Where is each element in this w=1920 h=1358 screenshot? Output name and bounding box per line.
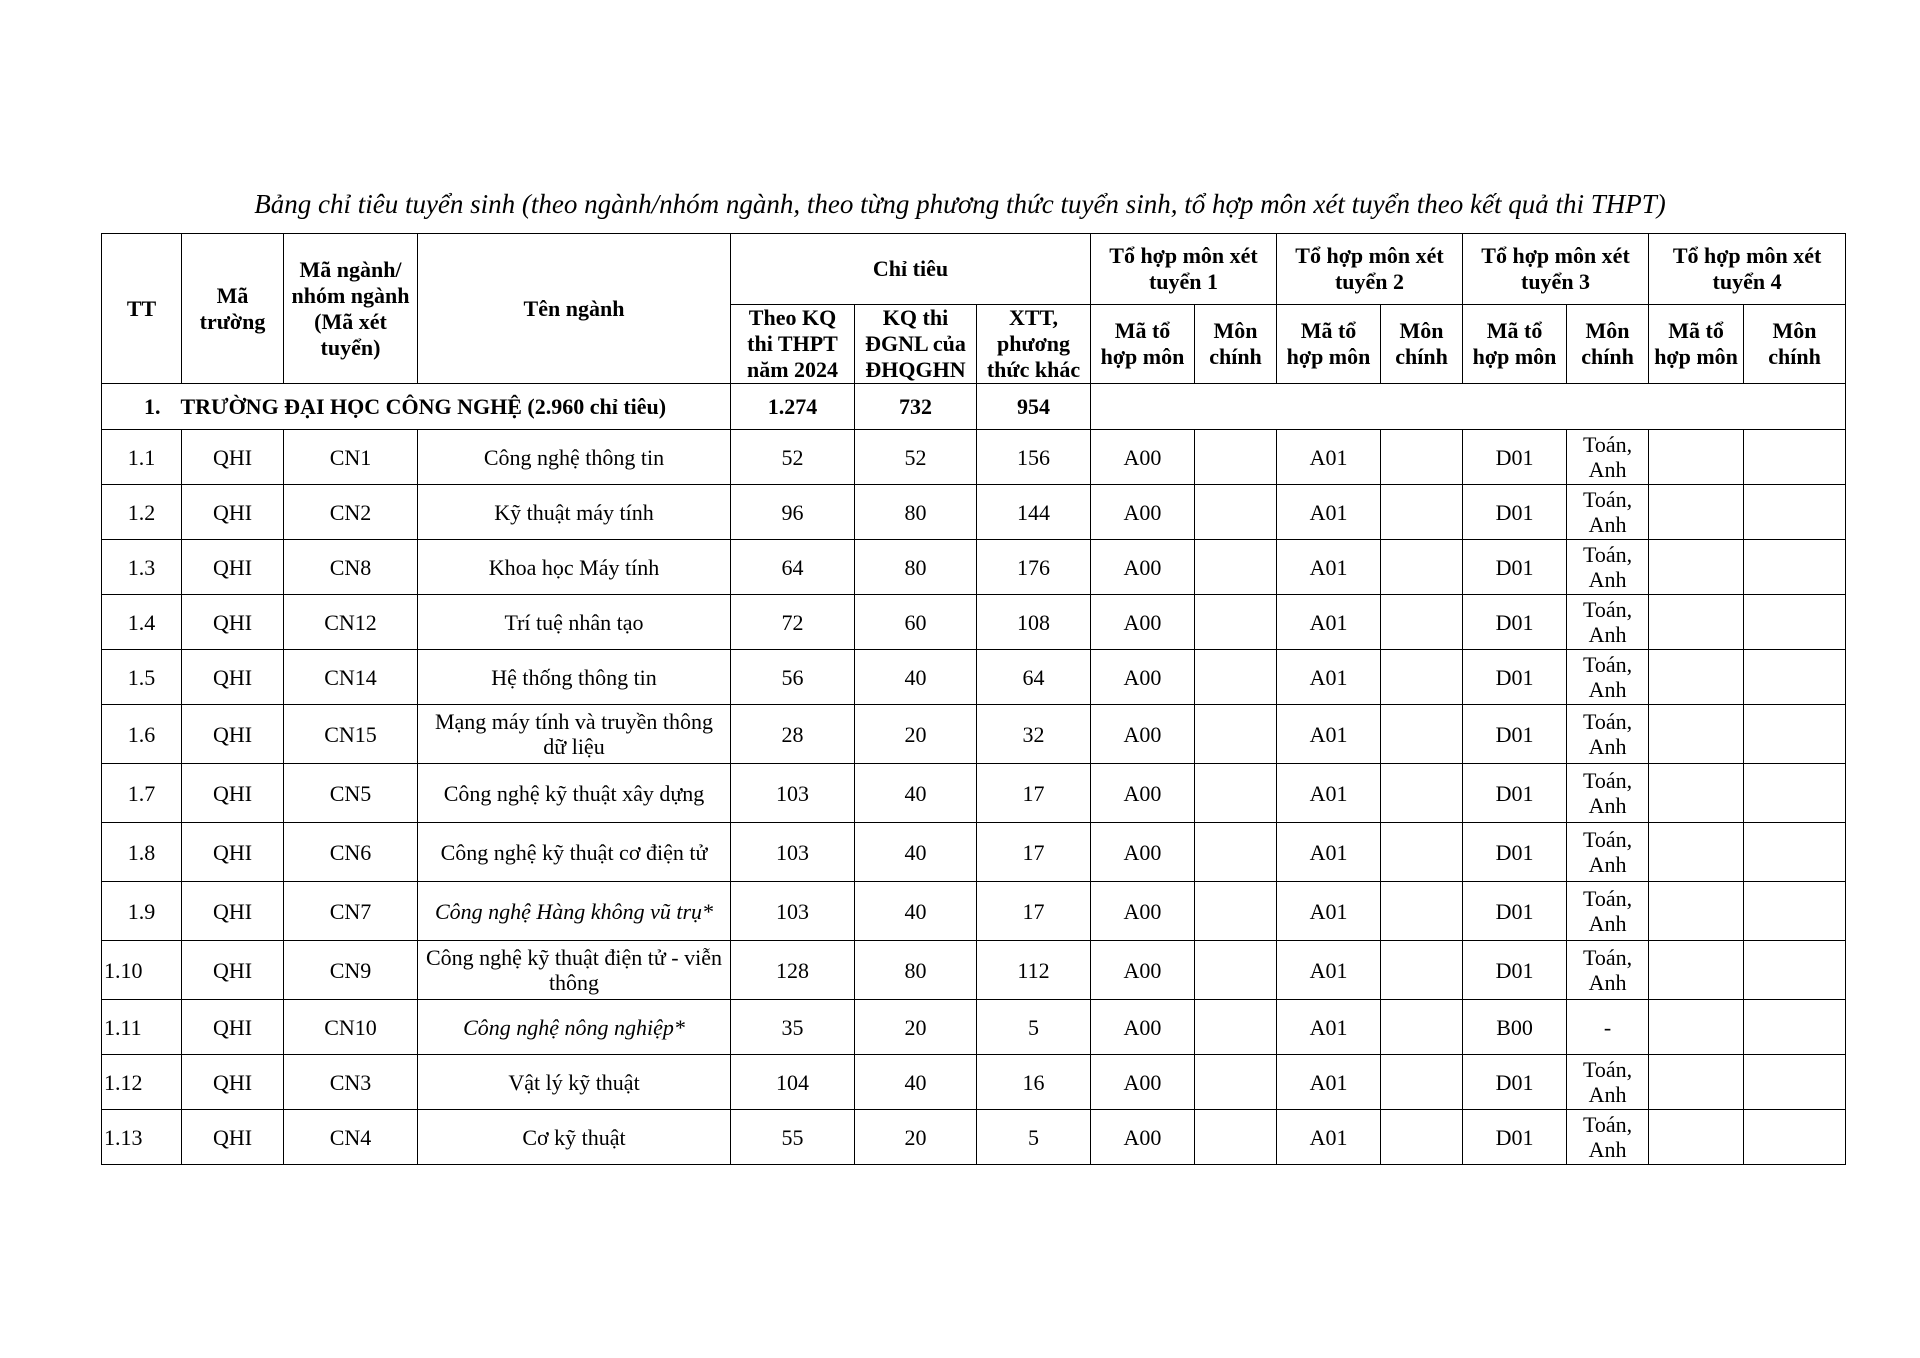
row-combo-3-code: D01 <box>1463 882 1567 941</box>
row-tt: 1.6 <box>102 705 182 764</box>
row-combo-2-main <box>1381 595 1463 650</box>
row-combo-4-main <box>1744 650 1846 705</box>
row-combo-2-code: A01 <box>1277 650 1381 705</box>
row-combo-3-main: Toán, Anh <box>1567 430 1649 485</box>
row-tt: 1.12 <box>102 1055 182 1110</box>
row-school-code: QHI <box>182 540 284 595</box>
header-combo-4: Tổ hợp môn xét tuyển 4 <box>1649 234 1846 305</box>
table-row <box>102 540 1846 595</box>
row-combo-2-main <box>1381 823 1463 882</box>
row-combo-3-code: D01 <box>1463 430 1567 485</box>
row-combo-1-code: A00 <box>1091 650 1195 705</box>
row-school-code: QHI <box>182 1055 284 1110</box>
header-combo-4-main: Môn chính <box>1744 305 1846 384</box>
row-combo-2-main <box>1381 650 1463 705</box>
row-combo-1-main <box>1195 705 1277 764</box>
header-quota-dgnl: KQ thi ĐGNL của ĐHQGHN <box>855 305 977 384</box>
row-combo-4-code <box>1649 764 1744 823</box>
row-combo-1-main <box>1195 595 1277 650</box>
row-combo-3-code: D01 <box>1463 764 1567 823</box>
row-major-code: CN1 <box>284 430 418 485</box>
row-combo-4-main <box>1744 705 1846 764</box>
row-major-name: Công nghệ kỹ thuật điện tử - viễn thông <box>418 941 731 1000</box>
row-quota-other: 17 <box>977 882 1091 941</box>
row-major-name: Công nghệ thông tin <box>418 430 731 485</box>
row-tt: 1.8 <box>102 823 182 882</box>
row-combo-1-code: A00 <box>1091 1055 1195 1110</box>
row-tt: 1.3 <box>102 540 182 595</box>
row-combo-1-code: A00 <box>1091 882 1195 941</box>
row-combo-3-code: D01 <box>1463 1110 1567 1165</box>
row-combo-2-main <box>1381 882 1463 941</box>
school-name: TRƯỜNG ĐẠI HỌC CÔNG NGHỆ (2.960 chỉ tiêu) <box>180 393 667 419</box>
row-combo-3-code: D01 <box>1463 650 1567 705</box>
row-quota-other: 108 <box>977 595 1091 650</box>
row-combo-1-code: A00 <box>1091 595 1195 650</box>
header-combo-1: Tổ hợp môn xét tuyển 1 <box>1091 234 1277 305</box>
row-major-code: CN14 <box>284 650 418 705</box>
school-summary-row <box>102 384 1846 430</box>
header-combo-4-code: Mã tổ hợp môn <box>1649 305 1744 384</box>
row-combo-1-main <box>1195 1000 1277 1055</box>
row-quota-other: 17 <box>977 823 1091 882</box>
school-number: 1. <box>144 393 161 419</box>
row-combo-2-code: A01 <box>1277 1055 1381 1110</box>
row-combo-4-main <box>1744 430 1846 485</box>
row-quota-other: 144 <box>977 485 1091 540</box>
row-combo-3-main: - <box>1567 1000 1649 1055</box>
row-tt: 1.1 <box>102 430 182 485</box>
row-combo-2-code: A01 <box>1277 1110 1381 1165</box>
row-combo-3-code: B00 <box>1463 1000 1567 1055</box>
row-quota-dgnl: 20 <box>855 1000 977 1055</box>
row-combo-3-main: Toán, Anh <box>1567 941 1649 1000</box>
header-major-code: Mã ngành/ nhóm ngành (Mã xét tuyển) <box>284 234 418 384</box>
row-quota-other: 112 <box>977 941 1091 1000</box>
row-quota-thpt: 56 <box>731 650 855 705</box>
header-school-code: Mã trường <box>182 234 284 384</box>
row-quota-other: 32 <box>977 705 1091 764</box>
row-major-name: Cơ kỹ thuật <box>418 1110 731 1165</box>
row-combo-4-main <box>1744 540 1846 595</box>
row-school-code: QHI <box>182 705 284 764</box>
row-quota-other: 16 <box>977 1055 1091 1110</box>
row-school-code: QHI <box>182 1000 284 1055</box>
row-combo-1-code: A00 <box>1091 485 1195 540</box>
row-school-code: QHI <box>182 430 284 485</box>
row-school-code: QHI <box>182 1110 284 1165</box>
row-combo-1-main <box>1195 650 1277 705</box>
row-school-code: QHI <box>182 823 284 882</box>
row-combo-4-main <box>1744 595 1846 650</box>
row-quota-dgnl: 80 <box>855 540 977 595</box>
header-combo-2: Tổ hợp môn xét tuyển 2 <box>1277 234 1463 305</box>
row-school-code: QHI <box>182 650 284 705</box>
row-quota-other: 5 <box>977 1110 1091 1165</box>
row-combo-1-main <box>1195 1055 1277 1110</box>
row-quota-dgnl: 60 <box>855 595 977 650</box>
row-combo-2-main <box>1381 1055 1463 1110</box>
row-combo-1-code: A00 <box>1091 430 1195 485</box>
row-major-name: Vật lý kỹ thuật <box>418 1055 731 1110</box>
table-row <box>102 705 1846 764</box>
header-tt: TT <box>102 234 182 384</box>
row-combo-2-code: A01 <box>1277 823 1381 882</box>
row-combo-3-main: Toán, Anh <box>1567 823 1649 882</box>
row-combo-2-code: A01 <box>1277 882 1381 941</box>
row-school-code: QHI <box>182 764 284 823</box>
row-combo-1-code: A00 <box>1091 705 1195 764</box>
row-tt: 1.2 <box>102 485 182 540</box>
header-major-name: Tên ngành <box>418 234 731 384</box>
row-combo-4-code <box>1649 485 1744 540</box>
row-quota-dgnl: 52 <box>855 430 977 485</box>
row-major-code: CN10 <box>284 1000 418 1055</box>
row-combo-4-main <box>1744 1110 1846 1165</box>
row-quota-thpt: 96 <box>731 485 855 540</box>
row-major-name: Kỹ thuật máy tính <box>418 485 731 540</box>
row-combo-1-code: A00 <box>1091 540 1195 595</box>
table-row <box>102 1055 1846 1110</box>
row-major-name: Công nghệ nông nghiệp* <box>418 1000 731 1055</box>
table-row <box>102 764 1846 823</box>
row-major-name: Mạng máy tính và truyền thông dữ liệu <box>418 705 731 764</box>
table-row <box>102 650 1846 705</box>
row-quota-thpt: 128 <box>731 941 855 1000</box>
row-major-code: CN6 <box>284 823 418 882</box>
school-quota-other: 954 <box>977 384 1091 430</box>
row-quota-dgnl: 80 <box>855 941 977 1000</box>
row-combo-4-code <box>1649 1110 1744 1165</box>
row-combo-3-main: Toán, Anh <box>1567 882 1649 941</box>
row-quota-thpt: 104 <box>731 1055 855 1110</box>
row-combo-2-main <box>1381 1000 1463 1055</box>
row-combo-3-main: Toán, Anh <box>1567 540 1649 595</box>
row-major-code: CN9 <box>284 941 418 1000</box>
row-quota-thpt: 64 <box>731 540 855 595</box>
row-combo-3-main: Toán, Anh <box>1567 1110 1649 1165</box>
row-quota-dgnl: 40 <box>855 1055 977 1110</box>
row-major-name: Trí tuệ nhân tạo <box>418 595 731 650</box>
row-combo-2-main <box>1381 941 1463 1000</box>
row-combo-4-code <box>1649 650 1744 705</box>
row-combo-4-main <box>1744 823 1846 882</box>
row-major-code: CN7 <box>284 882 418 941</box>
row-quota-dgnl: 40 <box>855 882 977 941</box>
row-quota-dgnl: 20 <box>855 705 977 764</box>
header-combo-3-code: Mã tổ hợp môn <box>1463 305 1567 384</box>
row-combo-3-code: D01 <box>1463 485 1567 540</box>
row-tt: 1.9 <box>102 882 182 941</box>
row-combo-3-code: D01 <box>1463 1055 1567 1110</box>
row-combo-3-code: D01 <box>1463 595 1567 650</box>
row-major-code: CN8 <box>284 540 418 595</box>
row-quota-thpt: 103 <box>731 882 855 941</box>
row-major-code: CN4 <box>284 1110 418 1165</box>
row-major-name: Hệ thống thông tin <box>418 650 731 705</box>
row-combo-3-code: D01 <box>1463 941 1567 1000</box>
row-combo-4-code <box>1649 705 1744 764</box>
row-combo-3-code: D01 <box>1463 823 1567 882</box>
major-rows <box>102 430 1846 1165</box>
row-combo-3-main: Toán, Anh <box>1567 764 1649 823</box>
row-combo-1-main <box>1195 882 1277 941</box>
school-quota-dgnl: 732 <box>855 384 977 430</box>
row-combo-2-code: A01 <box>1277 705 1381 764</box>
row-quota-other: 17 <box>977 764 1091 823</box>
row-tt: 1.11 <box>102 1000 182 1055</box>
header-combo-3-main: Môn chính <box>1567 305 1649 384</box>
row-combo-1-code: A00 <box>1091 941 1195 1000</box>
row-combo-2-main <box>1381 764 1463 823</box>
header-quota-other: XTT, phương thức khác <box>977 305 1091 384</box>
row-combo-2-main <box>1381 705 1463 764</box>
row-combo-4-code <box>1649 882 1744 941</box>
row-combo-4-code <box>1649 823 1744 882</box>
row-quota-thpt: 72 <box>731 595 855 650</box>
row-combo-4-main <box>1744 882 1846 941</box>
row-combo-2-code: A01 <box>1277 1000 1381 1055</box>
row-combo-2-code: A01 <box>1277 595 1381 650</box>
row-quota-thpt: 28 <box>731 705 855 764</box>
row-quota-other: 5 <box>977 1000 1091 1055</box>
school-name-cell <box>102 384 731 430</box>
table-row <box>102 941 1846 1000</box>
row-combo-1-code: A00 <box>1091 1000 1195 1055</box>
row-major-name: Công nghệ Hàng không vũ trụ* <box>418 882 731 941</box>
row-combo-3-main: Toán, Anh <box>1567 650 1649 705</box>
row-quota-dgnl: 80 <box>855 485 977 540</box>
header-combo-2-main: Môn chính <box>1381 305 1463 384</box>
row-major-name: Công nghệ kỹ thuật xây dựng <box>418 764 731 823</box>
row-combo-1-main <box>1195 941 1277 1000</box>
row-combo-2-code: A01 <box>1277 540 1381 595</box>
row-major-code: CN2 <box>284 485 418 540</box>
row-major-code: CN5 <box>284 764 418 823</box>
row-major-name: Khoa học Máy tính <box>418 540 731 595</box>
table-row <box>102 430 1846 485</box>
row-school-code: QHI <box>182 485 284 540</box>
row-combo-4-main <box>1744 1055 1846 1110</box>
header-combo-3: Tổ hợp môn xét tuyển 3 <box>1463 234 1649 305</box>
row-quota-other: 156 <box>977 430 1091 485</box>
row-combo-3-main: Toán, Anh <box>1567 485 1649 540</box>
row-combo-2-code: A01 <box>1277 430 1381 485</box>
row-combo-2-code: A01 <box>1277 764 1381 823</box>
row-school-code: QHI <box>182 882 284 941</box>
row-school-code: QHI <box>182 941 284 1000</box>
header-combo-1-code: Mã tổ hợp môn <box>1091 305 1195 384</box>
table-row <box>102 595 1846 650</box>
header-combo-1-main: Môn chính <box>1195 305 1277 384</box>
row-major-code: CN12 <box>284 595 418 650</box>
row-tt: 1.10 <box>102 941 182 1000</box>
row-combo-1-main <box>1195 1110 1277 1165</box>
row-quota-thpt: 35 <box>731 1000 855 1055</box>
header-quota-thpt: Theo KQ thi THPT năm 2024 <box>731 305 855 384</box>
row-quota-thpt: 52 <box>731 430 855 485</box>
row-combo-3-main: Toán, Anh <box>1567 595 1649 650</box>
row-tt: 1.5 <box>102 650 182 705</box>
row-combo-2-main <box>1381 485 1463 540</box>
table-row <box>102 882 1846 941</box>
school-empty-cell <box>1091 384 1846 430</box>
table-row <box>102 485 1846 540</box>
header-quota: Chỉ tiêu <box>731 234 1091 305</box>
header-combo-2-code: Mã tổ hợp môn <box>1277 305 1381 384</box>
row-combo-4-main <box>1744 1000 1846 1055</box>
row-quota-dgnl: 40 <box>855 764 977 823</box>
row-major-code: CN15 <box>284 705 418 764</box>
row-school-code: QHI <box>182 595 284 650</box>
row-combo-2-main <box>1381 1110 1463 1165</box>
row-combo-1-main <box>1195 764 1277 823</box>
row-combo-2-code: A01 <box>1277 485 1381 540</box>
table-row <box>102 1110 1846 1165</box>
row-quota-thpt: 55 <box>731 1110 855 1165</box>
row-major-name: Công nghệ kỹ thuật cơ điện tử <box>418 823 731 882</box>
row-combo-4-main <box>1744 764 1846 823</box>
row-tt: 1.4 <box>102 595 182 650</box>
row-tt: 1.13 <box>102 1110 182 1165</box>
school-quota-thpt: 1.274 <box>731 384 855 430</box>
row-combo-4-code <box>1649 1000 1744 1055</box>
table-row <box>102 1000 1846 1055</box>
row-combo-4-code <box>1649 430 1744 485</box>
row-combo-1-code: A00 <box>1091 823 1195 882</box>
row-combo-1-main <box>1195 485 1277 540</box>
row-combo-2-main <box>1381 540 1463 595</box>
row-combo-2-main <box>1381 430 1463 485</box>
row-quota-dgnl: 40 <box>855 823 977 882</box>
row-quota-other: 64 <box>977 650 1091 705</box>
row-tt: 1.7 <box>102 764 182 823</box>
row-combo-3-main: Toán, Anh <box>1567 705 1649 764</box>
row-quota-other: 176 <box>977 540 1091 595</box>
row-combo-4-main <box>1744 941 1846 1000</box>
row-combo-4-code <box>1649 941 1744 1000</box>
row-combo-3-code: D01 <box>1463 540 1567 595</box>
row-combo-4-code <box>1649 540 1744 595</box>
admission-quota-table <box>101 233 1846 1165</box>
row-combo-1-main <box>1195 430 1277 485</box>
row-combo-1-code: A00 <box>1091 764 1195 823</box>
row-quota-dgnl: 20 <box>855 1110 977 1165</box>
row-combo-1-main <box>1195 540 1277 595</box>
row-combo-1-code: A00 <box>1091 1110 1195 1165</box>
row-quota-thpt: 103 <box>731 764 855 823</box>
table-caption: Bảng chỉ tiêu tuyển sinh (theo ngành/nhóm ngành, theo từng phương thức tuyển sinh, tổ hợp môn xét tuyển theo kết quả thi THPT) <box>254 189 1666 219</box>
row-combo-1-main <box>1195 823 1277 882</box>
row-combo-2-code: A01 <box>1277 941 1381 1000</box>
row-major-code: CN3 <box>284 1055 418 1110</box>
row-combo-4-main <box>1744 485 1846 540</box>
row-quota-dgnl: 40 <box>855 650 977 705</box>
row-combo-4-code <box>1649 595 1744 650</box>
row-combo-4-code <box>1649 1055 1744 1110</box>
row-combo-3-main: Toán, Anh <box>1567 1055 1649 1110</box>
table-row <box>102 823 1846 882</box>
row-combo-3-code: D01 <box>1463 705 1567 764</box>
row-quota-thpt: 103 <box>731 823 855 882</box>
